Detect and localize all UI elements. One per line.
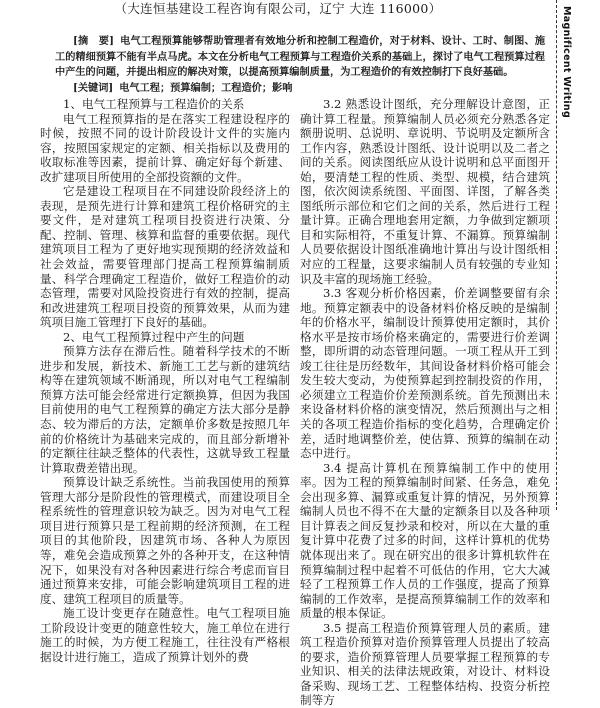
subsection-3-3: 3.3 客观分析价格因素，价差调整要留有余地。预算定额表中的设备材料价格反映的是编制年的价格水平，编制设计预算使用定额时，其价格水平是按市场价格来确定的，需要进行价差调整，即所谓的动态管理问题。一项工程从开工到竣工往往是历经数年，其间设备材料价格可能会发生较大变动，为使预算起到控制投资的作用，必须建立工程造价价差预测系统。首先预测出未来设备材料价格的演变情况，然后预测出与之相关的各项工程造价指标的变化趋势，合理确定价差，适时地调整价差，使估算、预算的编制在动态中进行。 — [300, 286, 550, 461]
body-paragraph: 预算设计缺乏系统性。当前我国使用的预算管理大部分是阶段性的管理模式，而建设项目全程系统性的管理意识较为缺乏。因为对电气工程项目进行预算只是工程前期的经济预测，在工程项目的其他阶段，因建筑市场、各种人为原因等，难免会造成预算之外的各种开支，在这种情况下，如果没有对各种因素进行综合考虑而盲目通过预算来安排，可能会影响建筑项目工程的进度、建筑工程项目的质量等。 — [40, 475, 290, 606]
subsection-3-5: 3.5 提高工程造价预算管理人员的素质。建筑工程造价预算对造价预算管理人员提出了较高的要求，造价预算管理人员要掌握工程预算的专业知识、相关的法律法规政策，对设计、材料设备采购、现场工艺、工程整体结构、投资分析控制等方 — [300, 620, 550, 708]
abstract-text: 电气工程预算能够帮助管理者有效地分析和控制工程造价，对于材料、设计、工时、制图、施工的精细预算不能有半点马虎。本文在分析电气工程预算与工程造价关系的基础上，探讨了电气工程预算过程中产生的问题，并提出相应的解决对策，以提高预算编制质量，为工程造价的有效控制打下良好基础。 — [55, 35, 546, 78]
keywords-paragraph — [55, 81, 545, 97]
section-heading-1: 1、电气工程预算与工程造价的关系 — [63, 97, 245, 111]
author-affiliation: （大连恒基建设工程咨询有限公司，辽宁 大连 116000） — [114, 1, 442, 16]
subsection-3-2: 3.2 熟悉设计图纸，充分理解设计意图，正确计算工程量。预算编制人员必须充分熟悉各定额册说明、总说明、章说明、节说明及定额所含工作内容，熟悉设计图纸、设计说明以及二者之间的关系。阅读图纸应从设计说明和总平面图开始，要清楚工程的性质、类型、规模，结合建筑图，依次阅读系统图、平面图、详图，了解各类图纸所示部位和它们之间的关系，然后进行工程量计算。正确合理地套用定额，力争做到定额项目和实际相符，不重复计算、不漏算。预算编制人员要依据设计图纸准确地计算出与设计图纸相对应的工程量，这要求编制人员有较强的专业知识及丰富的现场施工经验。 — [300, 97, 550, 286]
dashed-margin-divider — [556, 0, 557, 510]
subsection-3-4: 3.4 提高计算机在预算编制工作中的使用率。因为工程的预算编制时间紧、任务急，难免会出现多算、漏算或重复计算的情况，另外预算编制人员也不得不在大量的定额条目以及各种项目计算表之间反复抄录和校对，所以在大量的重复计算中花费了过多的时间，这样计算机的优势就体现出来了。现在研究出的很多计算机软件在预算编制过程中起着不可低估的作用，它大大减轻了工程预算工作人员的工作强度，提高了预算编制的工作效率，是提高预算编制工作的效率和质量的根本保证。 — [300, 460, 550, 621]
journal-column-label: Magnificent Writing — [561, 6, 572, 119]
abstract-paragraph — [55, 34, 545, 81]
abstract-block — [55, 34, 545, 96]
section-heading-2: 2、电气工程预算过程中产生的问题 — [63, 329, 245, 344]
body-paragraph: 预算方法存在滞后性。随着科学技术的不断进步和发展，新技术、新施工工艺与新的建筑结构等在建筑领域不断涌现，所以对电气工程编制预算方法可能会经常进行定额换算，但因为我国目前使用的电气工程预算的确定方法大部分是静态、较为滞后的方法，定额单价多数是按照几年前的价格统计为基础来完成的，而且部分新增补的定额往往缺乏整体的代表性，这就导致工程量计算取费差错出现。 — [40, 344, 290, 475]
keywords-label: [关键词] — [73, 81, 114, 94]
body-paragraph: 它是建设工程项目在不同建设阶段经济上的表现，是预先进行计算和建筑工程价格研究的主要文件，是对建筑工程项目投资进行决策、分配、控制、管理、核算和监督的重要依据。现代建筑项目工程为了更好地实现预期的经济效益和社会效益，需要管理部门提高工程预算编制质量、科学合理确定工程造价，做好工程造价的动态管理，需要对风险投资进行有效的控制，提高和改进建筑工程项目投资的预算效果，从而为建筑项目施工管理打下良好的基础。 — [40, 184, 290, 330]
right-column — [300, 97, 550, 708]
keywords-text: 电气工程；预算编制；工程造价；影响 — [119, 81, 293, 94]
body-paragraph: 电气工程预算指的是在落实工程建设程序的时候，按照不同的设计阶段设计文件的实施内容，按照国家规定的定额、相关指标以及费用的收取标准等因素，提前计算、确定好每个新建、改扩建项目所使用的全部投资额的文件。 — [40, 111, 290, 184]
left-column — [40, 97, 290, 664]
body-paragraph: 施工设计变更存在随意性。电气工程项目施工阶段设计变更的随意性较大，施工单位在进行施工的时候，为方便工程施工，往往没有严格根据设计进行施工，造成了预算计划外的费 — [40, 606, 290, 664]
abstract-label: [摘 要] — [73, 35, 114, 47]
